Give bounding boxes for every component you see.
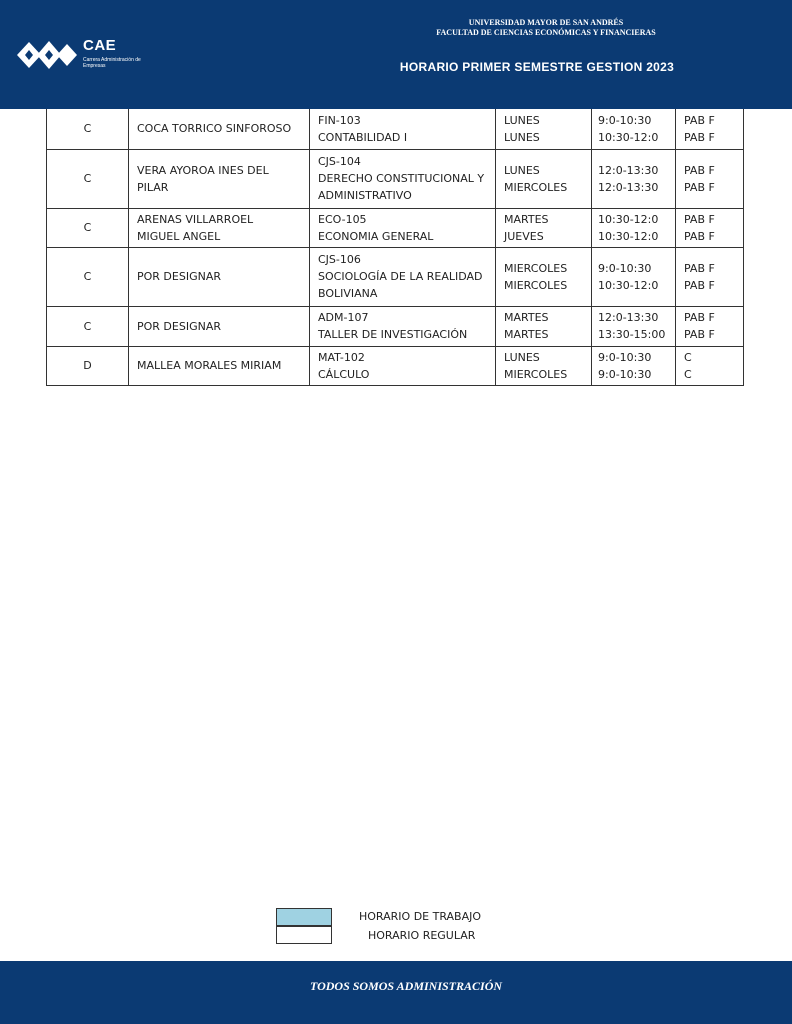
cell-dias-line: MARTES (504, 328, 549, 341)
cell-aulas-line: PAB F (684, 311, 715, 324)
cell-horas-line: 12:0-13:30 (598, 311, 659, 324)
cell-materia (310, 346, 496, 385)
legend-label-work: HORARIO DE TRABAJO (359, 910, 482, 923)
cell-docente (129, 208, 310, 247)
footer-slogan: TODOS SOMOS ADMINISTRACIÓN (309, 979, 503, 993)
table-row (47, 346, 744, 385)
table-row (47, 247, 744, 306)
cell-aulas-line: PAB F (684, 229, 715, 243)
legend-swatch-regular (276, 926, 332, 944)
legend-label-regular: HORARIO REGULAR (368, 929, 476, 942)
cell-docente (129, 109, 310, 149)
university-name: UNIVERSIDAD MAYOR DE SAN ANDRÉS (468, 18, 624, 27)
cell-docente-line: VERA AYOROA INES DEL PILAR (137, 163, 269, 194)
cae-logo (15, 38, 145, 74)
cell-materia-line: FIN-103 (318, 113, 361, 127)
cell-aulas (676, 247, 744, 306)
cell-paralelo: C (47, 247, 129, 306)
cell-docente (129, 149, 310, 208)
cell-dias (496, 306, 592, 346)
schedule-body (47, 109, 744, 385)
cell-docente (129, 306, 310, 346)
cell-aulas-line: PAB F (684, 278, 715, 292)
cell-dias-line: LUNES (504, 130, 540, 144)
cell-aulas-line: PAB F (684, 261, 715, 275)
cell-dias (496, 247, 592, 306)
cell-materia-line: CJS-104 (318, 155, 361, 168)
cell-materia-line: CÁLCULO (318, 367, 370, 381)
cell-aulas-line: PAB F (684, 180, 715, 194)
logo-subtitle: Carrera Administración de Empresas (83, 57, 141, 69)
institution-block (370, 18, 722, 38)
cell-horas-line: 9:0-10:30 (598, 261, 652, 275)
cell-materia-line: DERECHO CONSTITUCIONAL Y ADMINISTRATIVO (318, 172, 485, 202)
cell-dias-line: LUNES (504, 350, 540, 364)
cell-dias-line: JUEVES (504, 229, 544, 243)
page-footer (0, 961, 792, 1024)
cell-horas-line: 10:30-12:0 (598, 278, 659, 292)
cell-dias (496, 208, 592, 247)
cell-paralelo: C (47, 208, 129, 247)
cell-aulas-line: PAB F (684, 113, 715, 127)
table-row (47, 149, 744, 208)
cell-dias-line: LUNES (504, 163, 540, 177)
cell-aulas (676, 109, 744, 149)
legend-swatch-work (276, 908, 332, 926)
cell-materia (310, 149, 496, 208)
cell-dias-line: MIERCOLES (504, 180, 568, 194)
cell-dias (496, 149, 592, 208)
cell-aulas-line: PAB F (684, 328, 715, 341)
cell-paralelo: C (47, 149, 129, 208)
cell-dias-line: MIERCOLES (504, 367, 568, 381)
cell-dias-line: MARTES (504, 311, 549, 324)
cell-horas (592, 149, 676, 208)
cell-dias-line: MARTES (504, 212, 549, 226)
cell-horas (592, 109, 676, 149)
cell-materia-line: ECONOMIA GENERAL (318, 229, 434, 243)
cell-horas (592, 247, 676, 306)
cell-aulas (676, 306, 744, 346)
cell-docente (129, 346, 310, 385)
cell-docente-line: COCA TORRICO SINFOROSO (137, 122, 292, 136)
table-row (47, 208, 744, 247)
cell-aulas (676, 346, 744, 385)
cell-dias (496, 109, 592, 149)
cell-horas-line: 10:30-12:0 (598, 212, 659, 226)
schedule-table (46, 109, 744, 386)
cell-materia-line: CONTABILIDAD I (318, 130, 408, 144)
cell-dias (496, 346, 592, 385)
cell-dias-line: MIERCOLES (504, 278, 568, 292)
cell-materia-line: ECO-105 (318, 212, 367, 226)
cell-horas (592, 208, 676, 247)
cell-aulas-line: C (684, 350, 692, 364)
faculty-name: FACULTAD DE CIENCIAS ECONÓMICAS Y FINANCIERAS (436, 28, 656, 37)
cell-aulas-line: PAB F (684, 163, 715, 177)
cell-docente-line: POR DESIGNAR (137, 270, 221, 283)
cell-dias-line: MIERCOLES (504, 261, 568, 275)
cell-paralelo: D (47, 346, 129, 385)
cell-materia-line: ADM-107 (318, 311, 369, 324)
cell-materia (310, 247, 496, 306)
cell-materia-line: TALLER DE INVESTIGACIÓN (318, 328, 468, 341)
cell-aulas-line: C (684, 367, 692, 381)
page-header (0, 0, 792, 109)
cell-materia-line: CJS-106 (318, 253, 361, 266)
cell-materia-line: SOCIOLOGÍA DE LA REALIDAD BOLIVIANA (318, 270, 483, 300)
table-row (47, 306, 744, 346)
cell-horas-line: 10:30-12:0 (598, 229, 659, 243)
cell-horas-line: 13:30-15:00 (598, 328, 666, 341)
cell-horas-line: 9:0-10:30 (598, 367, 652, 381)
cell-horas-line: 12:0-13:30 (598, 180, 659, 194)
cell-horas-line: 9:0-10:30 (598, 113, 652, 127)
cell-paralelo: C (47, 109, 129, 149)
cell-aulas (676, 149, 744, 208)
legend (276, 908, 536, 946)
cell-horas (592, 306, 676, 346)
cell-materia (310, 306, 496, 346)
cell-aulas-line: PAB F (684, 130, 715, 144)
cell-docente-line: MALLEA MORALES MIRIAM (137, 359, 282, 372)
cell-materia (310, 109, 496, 149)
cell-docente-line: MIGUEL ANGEL (137, 229, 221, 243)
table-row (47, 109, 744, 149)
cell-aulas-line: PAB F (684, 212, 715, 226)
cell-paralelo: C (47, 306, 129, 346)
cell-docente (129, 247, 310, 306)
cell-materia-line: MAT-102 (318, 350, 365, 364)
cae-logo-icon (15, 38, 79, 72)
cell-horas (592, 346, 676, 385)
cell-horas-line: 9:0-10:30 (598, 350, 652, 364)
cell-horas-line: 12:0-13:30 (598, 163, 659, 177)
cell-docente-line: POR DESIGNAR (137, 319, 221, 333)
cell-horas-line: 10:30-12:0 (598, 130, 659, 144)
cell-dias-line: LUNES (504, 113, 540, 127)
cell-aulas (676, 208, 744, 247)
cell-materia (310, 208, 496, 247)
cell-docente-line: ARENAS VILLARROEL (137, 212, 254, 226)
logo-name: CAE (83, 37, 117, 54)
page-title: HORARIO PRIMER SEMESTRE GESTION 2023 (399, 60, 675, 74)
